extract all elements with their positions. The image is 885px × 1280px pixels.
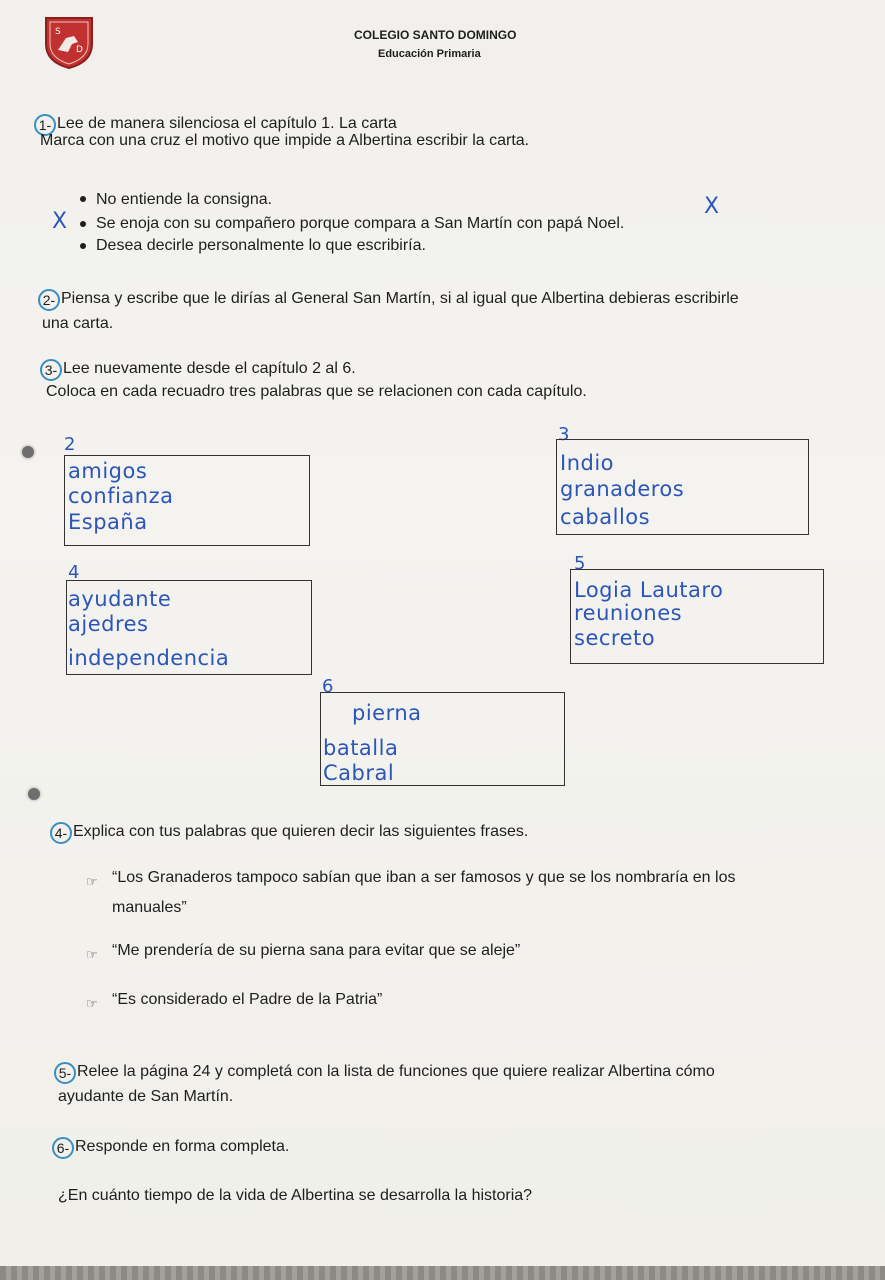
handwritten-word: amigos [68,459,148,483]
q3-number: 3- [40,359,62,381]
q2-text: 2- Piensa y escribe que le dirías al General San Martín, si al igual que Albertina debieras escribirle [38,289,739,311]
q4-phrase-2: “Me prendería de su pierna sana para evitar que se aleje” [112,942,521,959]
punch-hole-icon [22,446,34,458]
q3-instruction: Coloca en cada recuadro tres palabras que se relacionen con cada capítulo. [46,383,587,400]
handwritten-word: secreto [574,626,656,650]
handwritten-word: Logia Lautaro [574,578,724,602]
box-label: 2 [64,434,76,455]
pointing-hand-icon: ☞ [86,996,98,1011]
svg-text:S: S [55,27,61,37]
handwritten-word: Indio [560,451,615,475]
handwritten-x-mark: X [704,194,720,219]
q1-option-1: No entiende la consigna. [96,191,273,208]
q5-text: 5- Relee la página 24 y completá con la lista de funciones que quiere realizar Albertina cómo [54,1062,715,1084]
handwritten-word: caballos [560,505,651,529]
q4-number: 4- [50,822,72,844]
handwritten-word: España [68,510,148,534]
box-label: 4 [68,562,80,583]
q1-option-3: Desea decirle personalmente lo que escribiría. [96,237,426,254]
pointing-hand-icon: ☞ [86,874,98,889]
handwritten-word: independencia [68,646,230,670]
school-shield-icon [42,14,96,70]
bullet [80,196,86,202]
q4-phrase-3: “Es considerado el Padre de la Patria” [112,991,383,1008]
box-label: 6 [322,676,334,697]
handwritten-word: granaderos [560,477,685,501]
q6-title: 6- Responde en forma completa. [52,1137,289,1159]
svg-text:D: D [76,45,83,55]
q6-number: 6- [52,1137,74,1159]
box-label: 3 [558,424,570,445]
box-label: 5 [574,553,586,574]
school-name: COLEGIO SANTO DOMINGO [354,28,517,42]
q4-phrase-1: “Los Granaderos tampoco sabían que iban a ser famosos y que se los nombraría en los [112,869,736,886]
q1-instruction: Marca con una cruz el motivo que impide a Albertina escribir la carta. [40,132,530,149]
punch-hole-icon [28,788,40,800]
q4-title: 4- Explica con tus palabras que quieren decir las siguientes frases. [50,822,528,844]
q1-title: 1- Lee de manera silenciosa el capítulo 1. La carta [34,114,397,136]
handwritten-word: reuniones [574,601,683,625]
handwritten-word: batalla [323,736,399,760]
q5-number: 5- [54,1062,76,1084]
handwritten-word: pierna [352,701,422,725]
school-level: Educación Primaria [378,48,481,60]
handwritten-x-mark: X [52,209,68,234]
q2-number: 2- [38,289,60,311]
q6-question: ¿En cuánto tiempo de la vida de Albertina se desarrolla la historia? [58,1187,533,1204]
q5-text-line2: ayudante de San Martín. [58,1088,234,1105]
handwritten-word: Cabral [323,761,395,785]
handwritten-word: ayudante [68,587,172,611]
q1-option-2: Se enoja con su compañero porque compara a San Martín con papá Noel. [96,215,625,232]
pointing-hand-icon: ☞ [86,947,98,962]
bullet [80,243,86,249]
handwritten-word: ajedres [68,612,149,636]
q1-number: 1- [34,114,56,136]
handwritten-word: confianza [68,484,174,508]
page-bottom-edge [0,1266,885,1280]
q4-phrase-1-line2: manuales” [112,899,187,916]
bullet [80,221,86,227]
q2-text-line2: una carta. [42,315,114,332]
q3-title: 3- Lee nuevamente desde el capítulo 2 al 6. [40,359,356,381]
